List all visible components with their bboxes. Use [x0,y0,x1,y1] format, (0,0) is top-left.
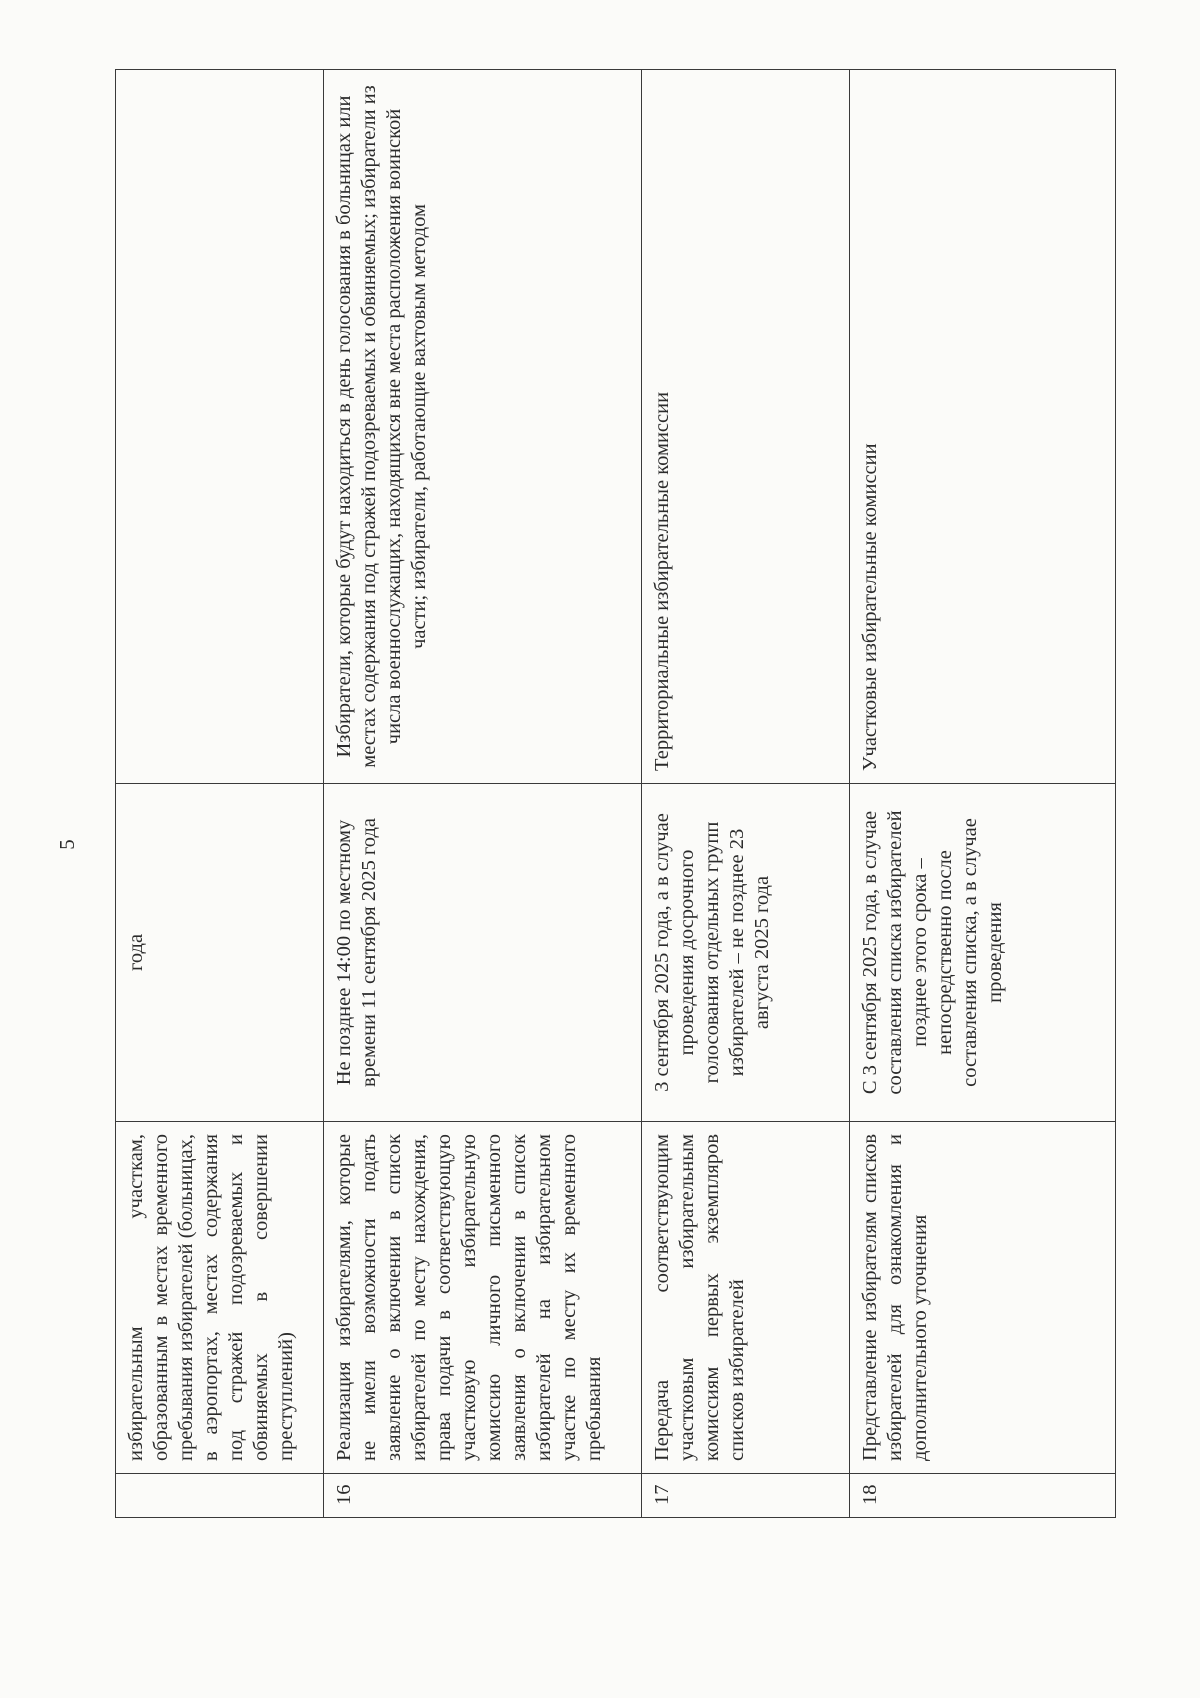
responsible-cell: Территориальные избирательные комиссии [642,70,850,784]
page-number: 5 [54,839,79,850]
action-cell: Реализация избирателями, которые не имели возможности подать заявление о включении в список избирателей по месту нахождения, права подачи в соответствующую участковую избирательную комиссию личного письменного заявления о включении в список избирателей на избирательном участке по месту их временного пребывания [324,1122,642,1474]
action-cell: Представление избирателям списков избирателей для ознакомления и дополнительного уточнения [850,1122,1116,1474]
table-row [850,70,1116,1518]
deadline-cell: года [116,784,324,1122]
schedule-table [115,69,1116,1518]
table-row [324,70,642,1518]
responsible-cell [116,70,324,784]
action-cell: избирательным участкам, образованным в местах временного пребывания избирателей (больницах, в аэропортах, местах содержания под стражей подозреваемых и обвиняемых в совершении преступлений) [116,1122,324,1474]
action-cell: Передача соответствующим участковым избирательным комиссиям первых экземпляров списков избирателей [642,1122,850,1474]
rotated-page [115,70,1115,1518]
row-number: 16 [324,1474,642,1518]
row-number: 18 [850,1474,1116,1518]
responsible-cell: Избиратели, которые будут находиться в день голосования в больницах или местах содержания под стражей подозреваемых и обвиняемых; избиратели из числа военнослужащих, находящихся вне места расположения воинской части; избиратели, работающие вахтовым методом [324,70,642,784]
deadline-cell: С 3 сентября 2025 года, в случае составления списка избирателей позднее этого срока – непосредственно после составления списка, а в случае проведения [850,784,1116,1122]
deadline-cell: Не позднее 14:00 по местному времени 11 сентября 2025 года [324,784,642,1122]
deadline-cell: 3 сентября 2025 года, а в случае проведения досрочного голосования отдельных групп избирателей – не позднее 23 августа 2025 года [642,784,850,1122]
table-row [116,70,324,1518]
row-number: 17 [642,1474,850,1518]
table-row [642,70,850,1518]
responsible-cell: Участковые избирательные комиссии [850,70,1116,784]
row-number [116,1474,324,1518]
